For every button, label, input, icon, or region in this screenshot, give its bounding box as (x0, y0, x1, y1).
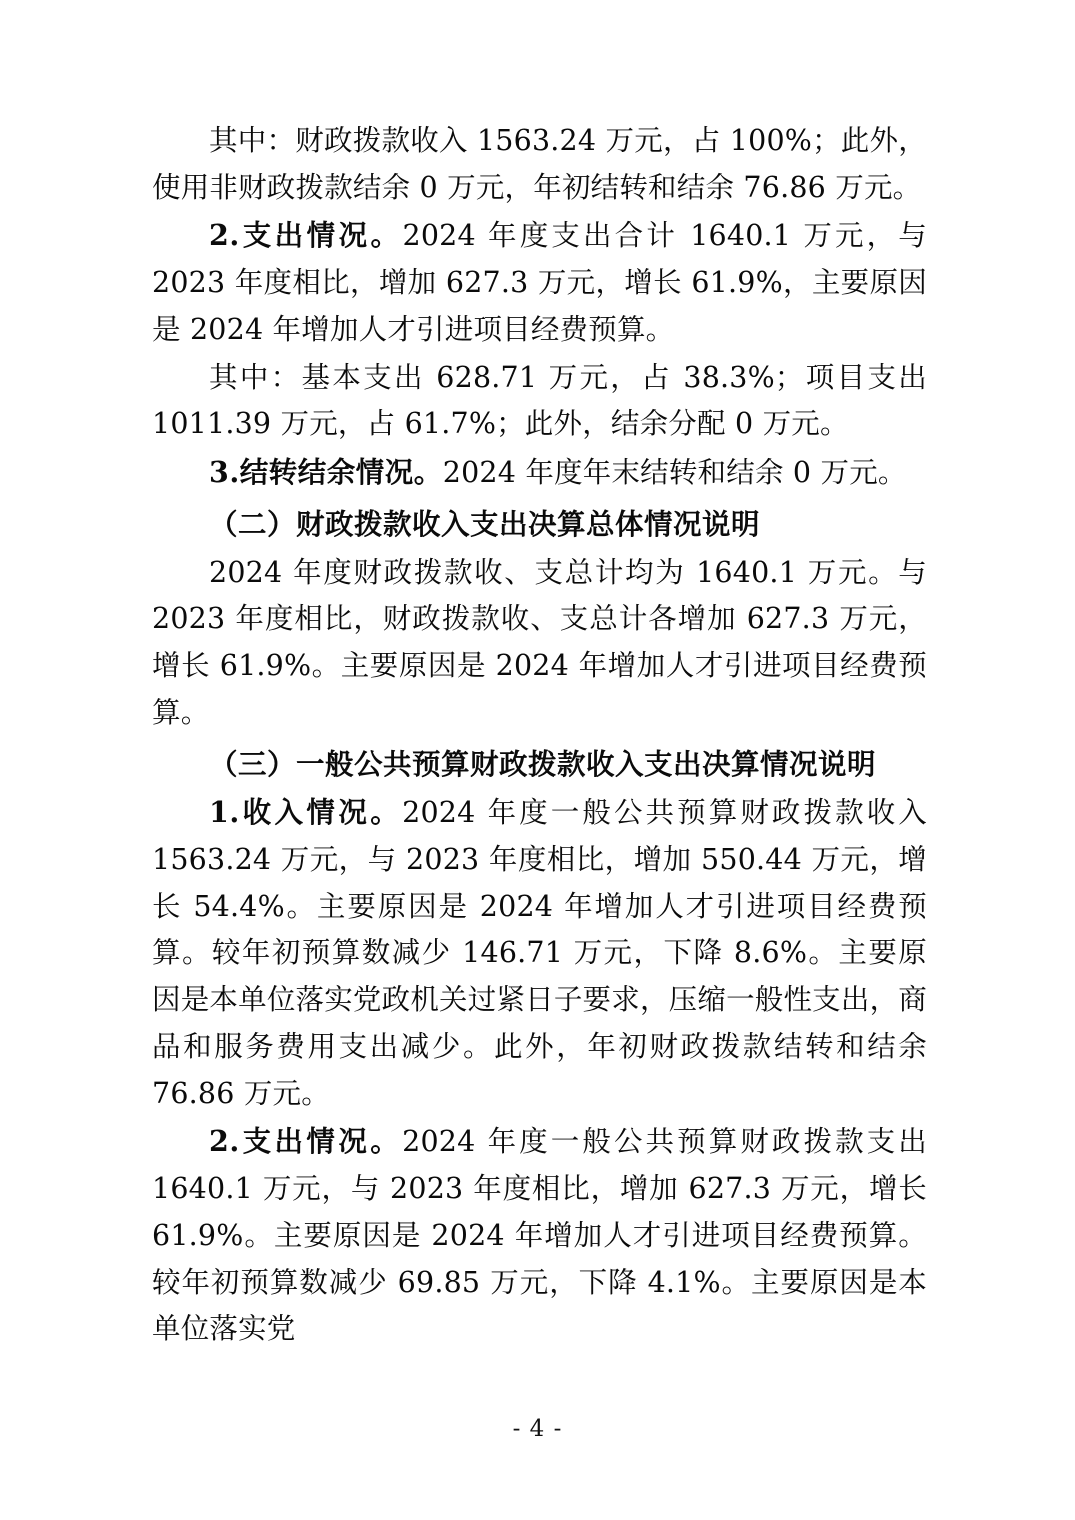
paragraph-lead-carryover: 3.结转结余情况。 (209, 455, 443, 490)
paragraph-text-carryover: 2024 年度年末结转和结余 0 万元。 (442, 456, 907, 490)
paragraph-lead-expenditure: 2.支出情况。 (209, 218, 403, 253)
paragraph-fiscal-appropriation-total: 2024 年度财政拨款收、支总计均为 1640.1 万元。与 2023 年度相比，财政拨款收、支总计各增加 627.3 万元，增长 61.9%。主要原因是 2024 年增加人才引进项目经费预算。 (152, 555, 927, 729)
paragraph-general-budget-expenditure (152, 1118, 927, 1353)
document-body (152, 118, 927, 1353)
page-number: - 4 - (512, 1416, 563, 1442)
paragraph-carryover-balance (152, 449, 927, 497)
heading-section-three: （三）一般公共预算财政拨款收入支出决算情况说明 (209, 746, 877, 781)
paragraph-lead-expenditure-two: 2.支出情况。 (209, 1124, 403, 1159)
paragraph-lead-income: 1.收入情况。 (209, 795, 403, 830)
paragraph-general-budget-income (152, 789, 927, 1117)
paragraph-text-expenditure: 2024 年度支出合计 1640.1 万元，与 2023 年度相比，增加 627.3 万元，增长 61.9%，主要原因是 2024 年增加人才引进项目经费预算。 (152, 219, 927, 346)
paragraph-text-income: 2024 年度一般公共预算财政拨款收入 1563.24 万元，与 2023 年度相比，增加 550.44 万元，增长 54.4%。主要原因是 2024 年增加人才引进项目经费预算。较年初预算数减少 146.71 万元，下降 8.6%。主要原因是本单位落实党政机关过紧日子要求，压缩一般性支出，商品和服务费用支出减少。此外，年初财政拨款结转和结余 76.86 万元。 (152, 796, 927, 1110)
paragraph-other-income: 其中：财政拨款收入 1563.24 万元，占 100%；此外，使用非财政拨款结余 0 万元，年初结转和结余 76.86 万元。 (152, 124, 927, 204)
paragraph-expenditure-overview (152, 212, 927, 353)
paragraph-expenditure-breakdown: 其中：基本支出 628.71 万元，占 38.3%；项目支出 1011.39 万元，占 61.7%；此外，结余分配 0 万元。 (152, 360, 927, 441)
heading-section-two: （二）财政拨款收入支出决算总体情况说明 (209, 506, 761, 541)
paragraph-text-expenditure-two: 2024 年度一般公共预算财政拨款支出 1640.1 万元，与 2023 年度相比，增加 627.3 万元，增长 61.9%。主要原因是 2024 年增加人才引进项目经费预算。较年初预算数减少 69.85 万元，下降 4.1%。主要原因是本单位落实党 (152, 1125, 927, 1346)
